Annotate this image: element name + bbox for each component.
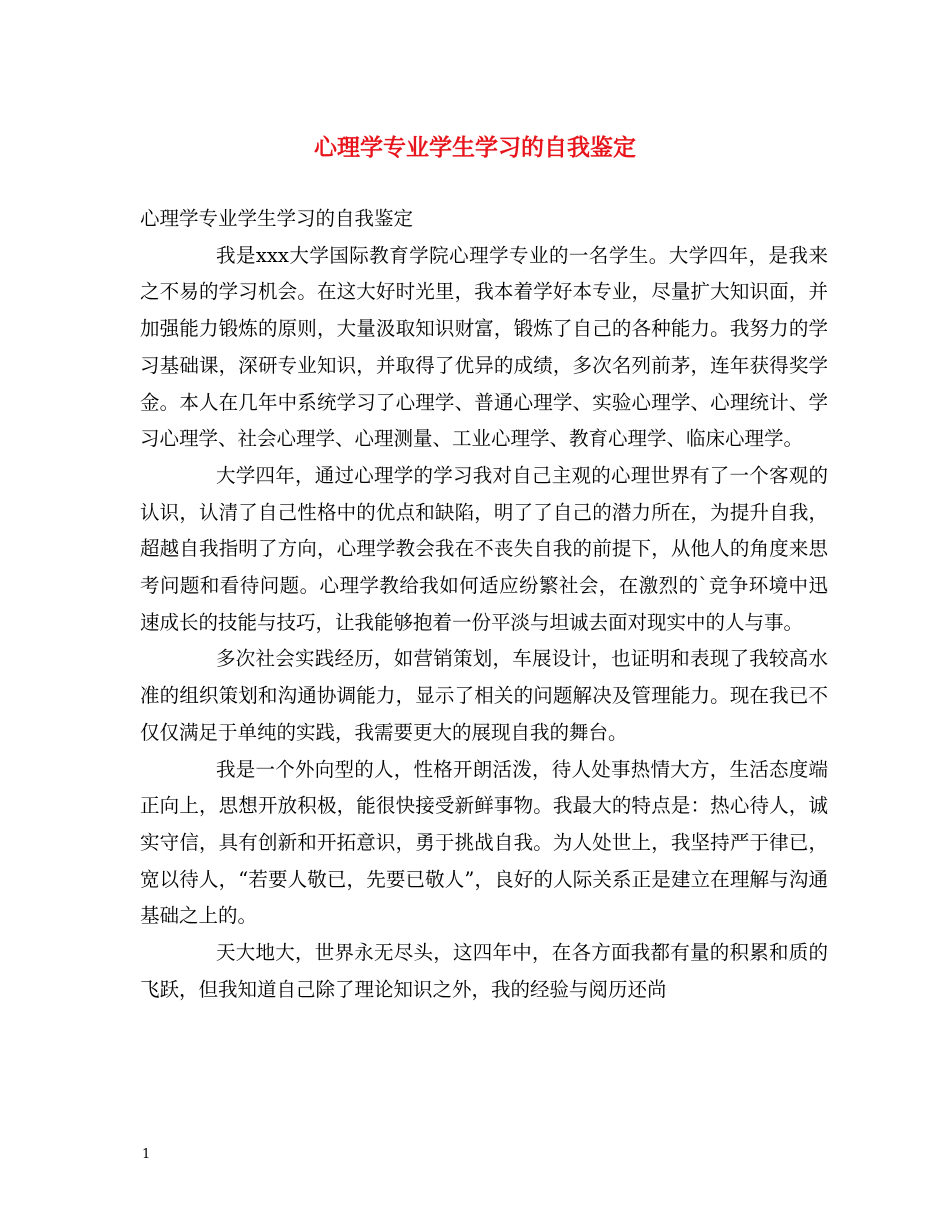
paragraph-1: 我是xxx大学国际教育学院心理学专业的一名学生。大学四年，是我来之不易的学习机会。在这大好时光里，我本着学好本专业，尽量扩大知识面，并加强能力锻炼的原则，大量汲取知识财富，锻炼了自己的各种能力。我努力的学习基础课，深研专业知识，并取得了优异的成绩，多次名列前茅，连年获得奖学金。本人在几年中系统学习了心理学、普通心理学、实验心理学、心理统计、学习心理学、社会心理学、心理测量、工业心理学、教育心理学、临床心理学。 xyxy=(140,243,828,451)
document-title: 心理学专业学生学习的自我鉴定 xyxy=(314,134,636,161)
page-number: 1 xyxy=(142,1147,151,1162)
document-body xyxy=(140,201,828,1008)
paragraph-3: 多次社会实践经历，如营销策划，车展设计，也证明和表现了我较高水准的组织策划和沟通协调能力，显示了相关的问题解决及管理能力。现在我已不仅仅满足于单纯的实践，我需要更大的展现自我的舞台。 xyxy=(140,647,828,744)
paragraph-4: 我是一个外向型的人，性格开朗活泼，待人处事热情大方，生活态度端正向上，思想开放积极，能很快接受新鲜事物。我最大的特点是：热心待人，诚实守信，具有创新和开拓意识，勇于挑战自我。为人处世上，我坚持严于律已，宽以待人，“若要人敬已，先要已敬人”，良好的人际关系正是建立在理解与沟通基础之上的。 xyxy=(140,757,828,928)
paragraph-5: 天大地大，世界永无尽头，这四年中，在各方面我都有量的积累和质的飞跃，但我知道自己除了理论知识之外，我的经验与阅历还尚 xyxy=(140,941,828,1001)
document-subheading: 心理学专业学生学习的自我鉴定 xyxy=(140,207,414,230)
paragraph-2: 大学四年，通过心理学的学习我对自己主观的心理世界有了一个客观的认识，认清了自己性格中的优点和缺陷，明了了自己的潜力所在，为提升自我，超越自我指明了方向，心理学教会我在不丧失自我的前提下，从他人的角度来思考问题和看待问题。心理学教给我如何适应纷繁社会，在激烈的`竞争环境中迅速成长的技能与技巧，让我能够抱着一份平淡与坦诚去面对现实中的人与事。 xyxy=(140,463,828,634)
